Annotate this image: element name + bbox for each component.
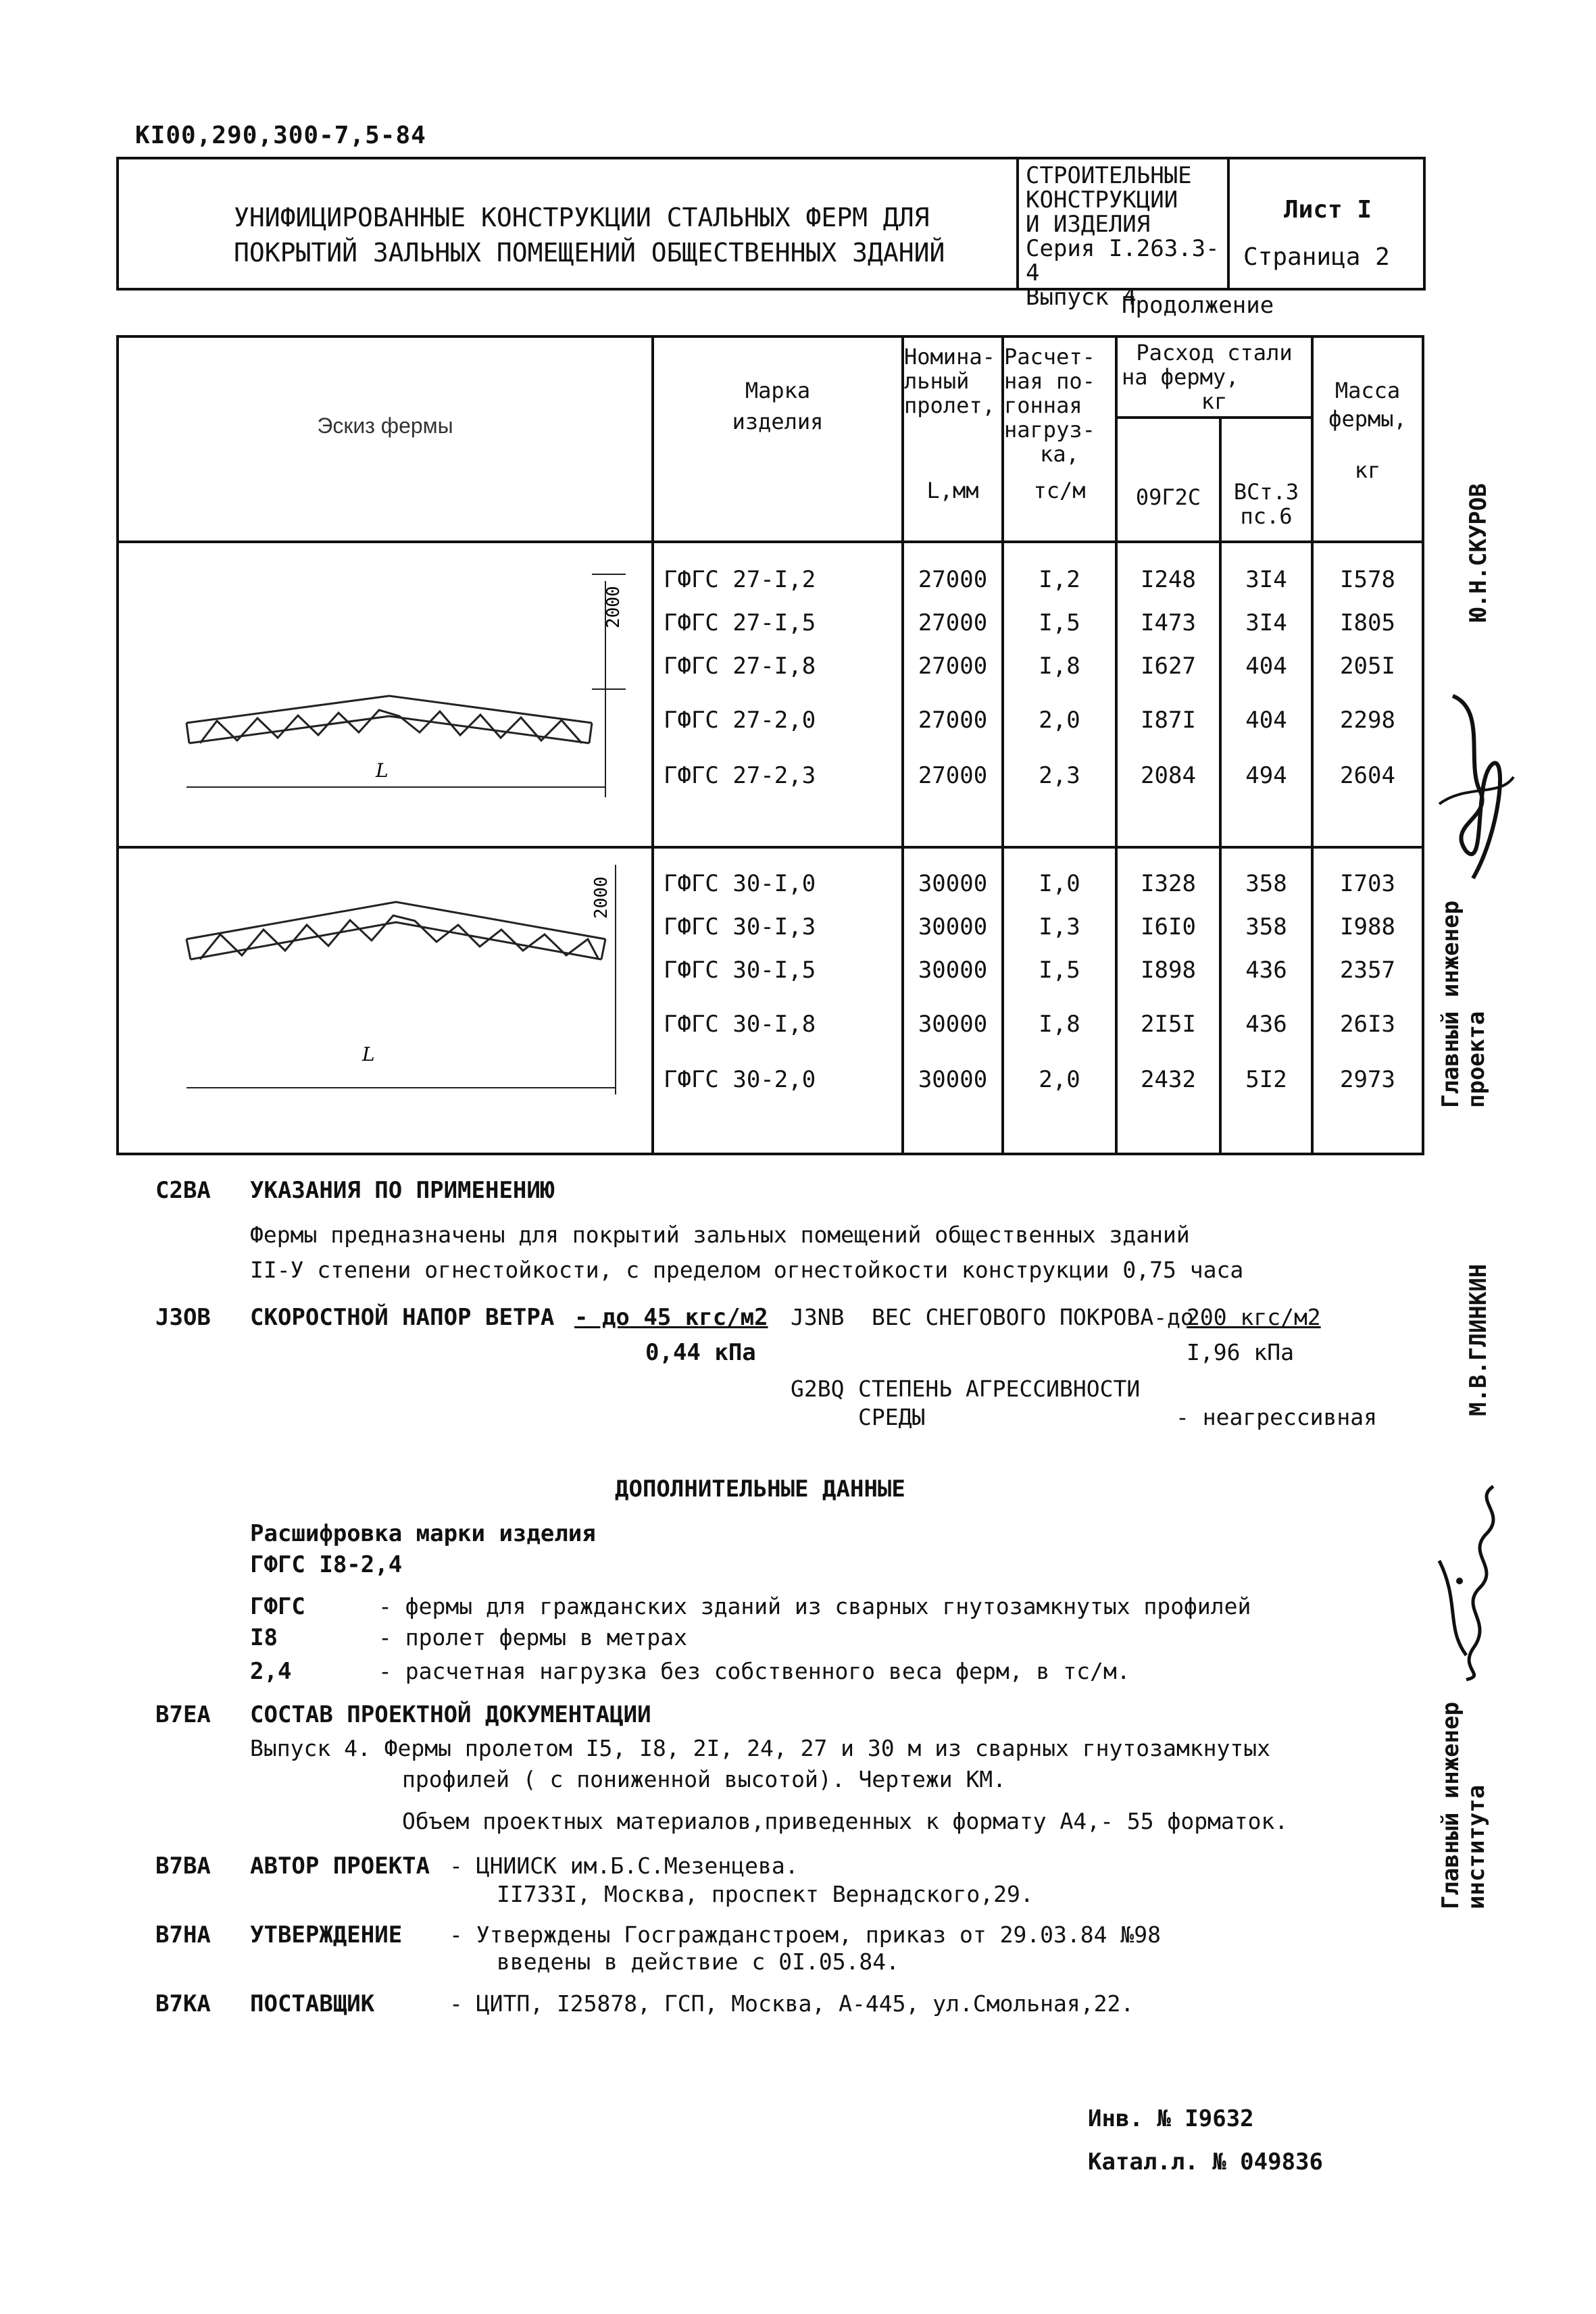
cell-mass: 2604 bbox=[1340, 762, 1395, 789]
series-block bbox=[1026, 164, 1228, 309]
cell-span: 30000 bbox=[918, 870, 988, 897]
header-unit: кг bbox=[1354, 457, 1381, 483]
dimension-height: 2000 bbox=[591, 876, 612, 919]
cell-steel-vst3: 404 bbox=[1245, 707, 1287, 734]
cell-mass: I703 bbox=[1340, 870, 1395, 897]
aggr-label-1: СТЕПЕНЬ АГРЕССИВНОСТИ bbox=[858, 1376, 1141, 1402]
header-text: ная по- bbox=[1004, 368, 1095, 394]
cell-mark: ГФГС 30-2,0 bbox=[664, 1066, 816, 1093]
sheet-number: Лист I bbox=[1284, 196, 1372, 224]
cell-load: 2,3 bbox=[1039, 762, 1080, 789]
cell-steel-09g2s: I248 bbox=[1141, 566, 1196, 593]
cell-steel-09g2s: 2084 bbox=[1141, 762, 1196, 789]
inventory-number: Инв. № I9632 bbox=[1088, 2105, 1254, 2132]
cell-steel-vst3: 436 bbox=[1245, 957, 1287, 984]
cell-steel-vst3: 358 bbox=[1245, 870, 1287, 897]
snow-label: ВЕС СНЕГОВОГО ПОКРОВА-до bbox=[872, 1304, 1194, 1330]
header-text: пс.6 bbox=[1240, 503, 1293, 529]
cell-mass: I988 bbox=[1340, 913, 1395, 940]
header-text: гонная bbox=[1004, 393, 1082, 418]
role-line: Главный инженер bbox=[1437, 900, 1464, 1108]
header-unit: кг bbox=[1201, 388, 1228, 414]
header-steel-09g2s: 09Г2С bbox=[1135, 484, 1201, 510]
composition-line-3: Объем проектных материалов,приведенных к формату А4,- 55 форматок. bbox=[402, 1808, 1289, 1834]
cell-span: 27000 bbox=[918, 653, 988, 680]
snow-kpa: I,96 кПа bbox=[1187, 1339, 1294, 1365]
cell-steel-09g2s: I627 bbox=[1141, 653, 1196, 680]
cell-mark: ГФГС 27-I,8 bbox=[664, 653, 816, 680]
series-line: КОНСТРУКЦИИ bbox=[1026, 186, 1178, 213]
supplier-line-1: - ЦИТП, I25878, ГСП, Москва, А-445, ул.Смольная,22. bbox=[449, 1990, 1134, 2017]
cell-span: 27000 bbox=[918, 707, 988, 734]
cell-mass: 2298 bbox=[1340, 707, 1395, 734]
document-code: КI00,290,300-7,5-84 bbox=[135, 122, 426, 149]
cell-mark: ГФГС 30-I,3 bbox=[664, 913, 816, 940]
header-text: пролет, bbox=[904, 393, 995, 418]
decode-value-2: - пролет фермы в метрах bbox=[378, 1624, 687, 1651]
cell-mark: ГФГС 27-2,3 bbox=[664, 762, 816, 789]
signature-2 bbox=[1419, 1480, 1520, 1682]
cell-mark: ГФГС 27-2,0 bbox=[664, 707, 816, 734]
signature-1 bbox=[1426, 682, 1520, 885]
header-text: Масса bbox=[1335, 378, 1401, 403]
cell-mass: 26I3 bbox=[1340, 1011, 1395, 1038]
supplier-label: ПОСТАВЩИК bbox=[250, 1990, 375, 2017]
aggr-label-2: СРЕДЫ bbox=[858, 1404, 926, 1430]
wind-code: J3OB bbox=[155, 1304, 211, 1331]
cell-steel-09g2s: I473 bbox=[1141, 609, 1196, 636]
cell-load: I,0 bbox=[1039, 870, 1080, 897]
decode-title: Расшифровка марки изделия bbox=[250, 1520, 596, 1547]
decode-example: ГФГС I8-2,4 bbox=[250, 1551, 403, 1578]
cell-mark: ГФГС 30-I,5 bbox=[664, 957, 816, 984]
author-line-1: - ЦНИИСК им.Б.С.Мезенцева. bbox=[449, 1853, 799, 1879]
decode-value-1: - фермы для гражданских зданий из сварных гнутозамкнутых профилей bbox=[378, 1593, 1251, 1619]
cell-steel-vst3: 358 bbox=[1245, 913, 1287, 940]
aggr-value: - неагрессивная bbox=[1176, 1404, 1378, 1430]
cell-steel-vst3: 436 bbox=[1245, 1011, 1287, 1038]
dimension-span: L bbox=[362, 1043, 375, 1065]
continuation-label: Продолжение bbox=[1122, 292, 1274, 319]
cell-mark: ГФГС 27-I,5 bbox=[664, 609, 816, 636]
role-line: проекта bbox=[1463, 1011, 1490, 1108]
dimension-span: L bbox=[376, 759, 389, 782]
cell-mark: ГФГС 30-I,0 bbox=[664, 870, 816, 897]
cell-load: 2,0 bbox=[1039, 707, 1080, 734]
side-role-1 bbox=[1438, 901, 1489, 1108]
cell-load: I,3 bbox=[1039, 913, 1080, 940]
truss-sketch-27m bbox=[159, 554, 646, 838]
snow-code: J3NB bbox=[791, 1304, 845, 1330]
approval-label: УТВЕРЖДЕНИЕ bbox=[250, 1921, 403, 1948]
decode-key-1: ГФГС bbox=[250, 1593, 305, 1620]
issue-number: Выпуск 4 bbox=[1026, 284, 1137, 311]
cell-span: 27000 bbox=[918, 762, 988, 789]
cell-load: I,8 bbox=[1039, 653, 1080, 680]
cell-steel-09g2s: 2432 bbox=[1141, 1066, 1196, 1093]
header-text: Расчет- bbox=[1004, 344, 1095, 370]
header-steel-vst3 bbox=[1222, 480, 1311, 528]
cell-load: I,5 bbox=[1039, 957, 1080, 984]
side-name-1: Ю.Н.СКУРОВ bbox=[1465, 483, 1492, 622]
composition-code: B7EA bbox=[155, 1701, 211, 1728]
header-scheme: Эскиз фермы bbox=[317, 413, 453, 438]
header-text: Расход стали bbox=[1136, 340, 1293, 366]
header-text: фермы, bbox=[1328, 406, 1407, 432]
cell-steel-vst3: 404 bbox=[1245, 653, 1287, 680]
header-unit: тс/м bbox=[1033, 478, 1086, 503]
cell-span: 30000 bbox=[918, 957, 988, 984]
cell-mass: I805 bbox=[1340, 609, 1395, 636]
header-text: льный bbox=[904, 368, 970, 394]
wind-value: - до 45 кгс/м2 bbox=[574, 1304, 768, 1331]
supplier-code: B7KA bbox=[155, 1990, 211, 2017]
cell-steel-vst3: 3I4 bbox=[1245, 566, 1287, 593]
usage-code: C2BA bbox=[155, 1177, 211, 1204]
cell-mass: 205I bbox=[1340, 653, 1395, 680]
header-text: нагруз- bbox=[1004, 417, 1095, 443]
header-mark bbox=[654, 378, 901, 434]
series-number: Серия I.263.3-4 bbox=[1026, 235, 1220, 286]
approval-line-2: введены в действие с 0I.05.84. bbox=[497, 1948, 900, 1975]
title-line-1: УНИФИЦИРОВАННЫЕ КОНСТРУКЦИИ СТАЛЬНЫХ ФЕРМ ДЛЯ bbox=[234, 203, 930, 232]
header-text: ка, bbox=[1040, 441, 1079, 467]
side-role-2 bbox=[1438, 1702, 1489, 1909]
cell-span: 30000 bbox=[918, 913, 988, 940]
usage-heading: УКАЗАНИЯ ПО ПРИМЕНЕНИЮ bbox=[250, 1177, 555, 1204]
dimension-height: 2000 bbox=[603, 586, 624, 628]
header-load bbox=[1004, 345, 1115, 503]
header-text: на ферму, bbox=[1122, 364, 1239, 390]
header-span bbox=[904, 345, 1001, 503]
cell-span: 30000 bbox=[918, 1011, 988, 1038]
usage-line-1: Фермы предназначены для покрытий зальных помещений общественных зданий bbox=[250, 1222, 1190, 1248]
composition-line-1: Выпуск 4. Фермы пролетом I5, I8, 2I, 24, 27 и 30 м из сварных гнутозамкнутых bbox=[250, 1735, 1270, 1761]
wind-label: СКОРОСТНОЙ НАПОР ВЕТРА bbox=[250, 1304, 555, 1331]
header-mass bbox=[1314, 378, 1422, 482]
snow-value: 200 кгс/м2 bbox=[1187, 1304, 1321, 1330]
decode-key-3: 2,4 bbox=[250, 1658, 292, 1685]
cell-load: I,2 bbox=[1039, 566, 1080, 593]
cell-steel-09g2s: 2I5I bbox=[1141, 1011, 1196, 1038]
decode-key-2: I8 bbox=[250, 1624, 278, 1651]
series-line: И ИЗДЕЛИЯ bbox=[1026, 211, 1151, 238]
sheet-block bbox=[1243, 186, 1390, 281]
title-line-2: ПОКРЫТИЙ ЗАЛЬНЫХ ПОМЕЩЕНИЙ ОБЩЕСТВЕННЫХ ЗДАНИЙ bbox=[234, 238, 945, 268]
cell-mass: 2973 bbox=[1340, 1066, 1395, 1093]
header-text: ВСт.3 bbox=[1233, 479, 1299, 505]
cell-load: I,8 bbox=[1039, 1011, 1080, 1038]
composition-label: СОСТАВ ПРОЕКТНОЙ ДОКУМЕНТАЦИИ bbox=[250, 1701, 651, 1728]
cell-steel-vst3: 3I4 bbox=[1245, 609, 1287, 636]
approval-line-1: - Утверждены Госгражданстроем, приказ от 29.03.84 №98 bbox=[449, 1921, 1161, 1948]
cell-span: 27000 bbox=[918, 566, 988, 593]
usage-line-2: II-У степени огнестойкости, с пределом огнестойкости конструкции 0,75 часа bbox=[250, 1257, 1244, 1283]
extra-heading: ДОПОЛНИТЕЛЬНЫЕ ДАННЫЕ bbox=[615, 1476, 905, 1503]
decode-value-3: - расчетная нагрузка без собственного веса ферм, в тс/м. bbox=[378, 1658, 1130, 1684]
composition-line-2: профилей ( с пониженной высотой). Чертежи КМ. bbox=[402, 1766, 1007, 1792]
header-steel bbox=[1118, 341, 1311, 413]
header-unit: L,мм bbox=[926, 478, 979, 503]
role-line: института bbox=[1463, 1784, 1490, 1909]
role-line: Главный инженер bbox=[1437, 1701, 1464, 1909]
cell-mass: I578 bbox=[1340, 566, 1395, 593]
header-text: Марка bbox=[745, 378, 811, 403]
author-label: АВТОР ПРОЕКТА bbox=[250, 1853, 430, 1880]
approval-code: B7HA bbox=[155, 1921, 211, 1948]
cell-mark: ГФГС 27-I,2 bbox=[664, 566, 816, 593]
header-text: изделия bbox=[732, 409, 824, 434]
cell-steel-vst3: 5I2 bbox=[1245, 1066, 1287, 1093]
catalog-number: Катал.л. № 049836 bbox=[1088, 2148, 1323, 2175]
series-line: СТРОИТЕЛЬНЫЕ bbox=[1026, 162, 1192, 189]
truss-sketch-30m bbox=[159, 858, 646, 1142]
header-text: Номина- bbox=[904, 344, 995, 370]
cell-load: 2,0 bbox=[1039, 1066, 1080, 1093]
side-name-2: М.В.ГЛИНКИН bbox=[1465, 1263, 1492, 1416]
cell-steel-vst3: 494 bbox=[1245, 762, 1287, 789]
cell-load: I,5 bbox=[1039, 609, 1080, 636]
document-title bbox=[234, 200, 1092, 270]
cell-steel-09g2s: I87I bbox=[1141, 707, 1196, 734]
truss-table bbox=[116, 335, 1424, 1155]
author-line-2: II733I, Москва, проспект Вернадского,29. bbox=[497, 1881, 1034, 1907]
cell-steel-09g2s: I898 bbox=[1141, 957, 1196, 984]
cell-steel-09g2s: I328 bbox=[1141, 870, 1196, 897]
author-code: B7BA bbox=[155, 1853, 211, 1880]
page-number: Страница 2 bbox=[1243, 243, 1390, 271]
cell-span: 27000 bbox=[918, 609, 988, 636]
cell-span: 30000 bbox=[918, 1066, 988, 1093]
wind-kpa: 0,44 кПа bbox=[645, 1339, 756, 1366]
cell-mass: 2357 bbox=[1340, 957, 1395, 984]
cell-steel-09g2s: I6I0 bbox=[1141, 913, 1196, 940]
cell-mark: ГФГС 30-I,8 bbox=[664, 1011, 816, 1038]
aggr-code: G2BQ bbox=[791, 1376, 845, 1402]
